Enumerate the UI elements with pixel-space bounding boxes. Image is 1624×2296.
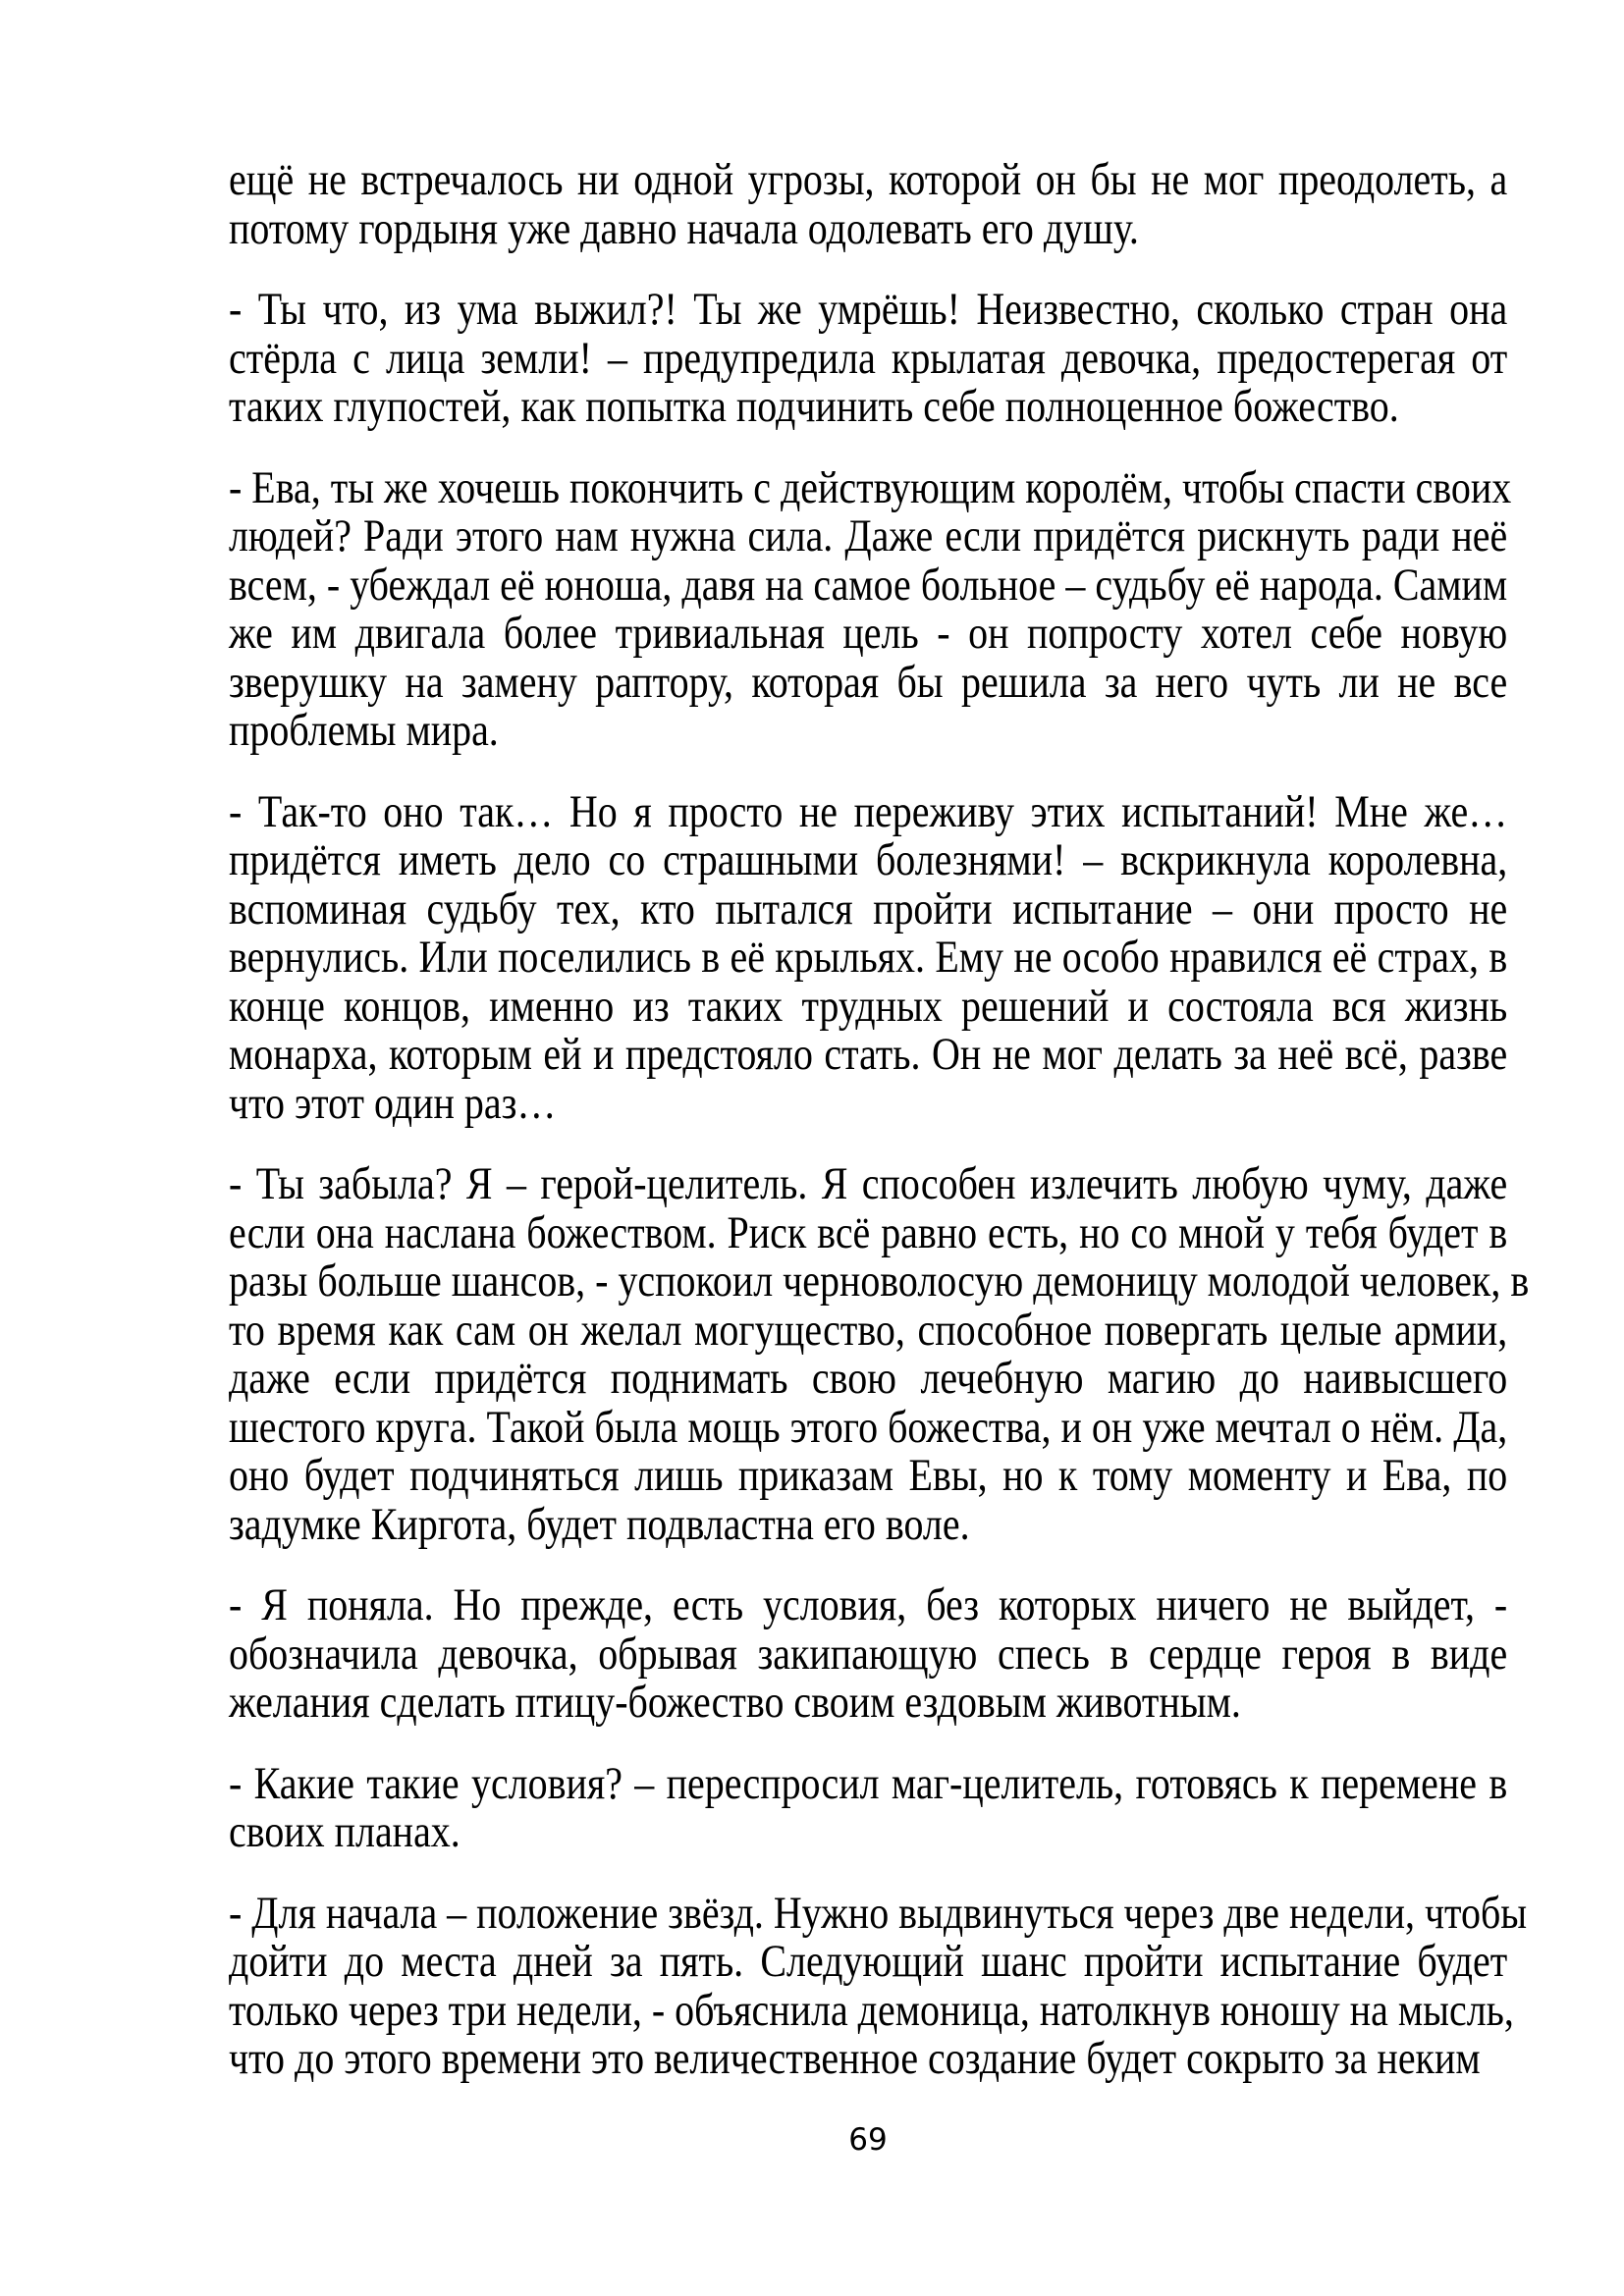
text-line: только через три недели, - объяснила демоница, натолкнув юношу на мысль, [229, 1984, 1514, 2036]
text-line: дойти до места дней за пять. Следующий шанс пройти испытание будет [229, 1936, 1508, 1987]
text-line: что до этого времени это величественное создание будет сокрыто за неким [229, 2033, 1481, 2084]
page-number: 69 [848, 2122, 888, 2158]
text-line: таких глупостей, как попытка подчинить себе полноценное божество. [229, 381, 1399, 432]
text-line: - Так-то оно так… Но я просто не переживу этих испытаний! Мне же… [229, 785, 1508, 837]
text-line: задумке Киргота, будет подвластна его воле. [229, 1498, 970, 1550]
text-line: шестого круга. Такой была мощь этого божества, и он уже мечтал о нём. Да, [229, 1401, 1508, 1453]
text-line: - Ты забыла? Я – герой-целитель. Я способен излечить любую чуму, даже [229, 1158, 1508, 1209]
text-line: людей? Ради этого нам нужна сила. Даже если придётся рискнуть ради неё [229, 510, 1508, 561]
text-line: - Какие такие условия? – переспросил маг-целитель, готовясь к перемене в [229, 1757, 1508, 1809]
text-line: зверушку на замену раптору, которая бы решила за него чуть ли не все [229, 656, 1508, 708]
text-line: разы больше шансов, - успокоил черноволосую демоницу молодой человек, в [229, 1255, 1530, 1307]
text-line: придётся иметь дело со страшными болезнями! – вскрикнула королевна, [229, 834, 1508, 885]
text-line: оно будет подчиняться лишь приказам Евы, но к тому моменту и Ева, по [229, 1450, 1508, 1501]
paragraph [229, 286, 1507, 432]
page-text-block [229, 154, 1530, 2116]
text-line: желания сделать птицу-божество своим ездовым животным. [229, 1677, 1241, 1728]
text-line: то время как сам он желал могущество, способное повергать целые армии, [229, 1304, 1508, 1356]
text-line: - Ева, ты же хочешь покончить с действующим королём, чтобы спасти своих [229, 461, 1512, 513]
text-line: же им двигала более тривиальная цель - он попросту хотел себе новую [229, 608, 1508, 659]
paragraph [229, 1757, 1508, 1857]
text-line: монарха, которым ей и предстояло стать. Он не мог делать за неё всё, разве [229, 1029, 1508, 1080]
text-line: проблемы мира. [229, 705, 499, 756]
paragraph [229, 1158, 1530, 1550]
text-line: вернулись. Или поселились в её крыльях. Ему не особо нравился её страх, в [229, 932, 1508, 983]
paragraph [229, 785, 1508, 1129]
text-line: - Для начала – положение звёзд. Нужно выдвинуться через две недели, чтобы [229, 1887, 1528, 1939]
text-line: ещё не встречалось ни одной угрозы, которой он бы не мог преодолеть, а [229, 154, 1508, 205]
text-line: своих планах. [229, 1806, 460, 1857]
text-line: даже если придётся поднимать свою лечебную магию до наивысшего [229, 1353, 1508, 1404]
text-line: конце концов, именно из таких трудных решений и состояла вся жизнь [229, 980, 1508, 1032]
text-line: потому гордыня уже давно начала одолевать его душу. [229, 202, 1139, 254]
text-line: обозначила девочка, обрывая закипающую спесь в сердце героя в виде [229, 1628, 1508, 1680]
paragraph [229, 1887, 1528, 2084]
text-line: если она наслана божеством. Риск всё равно есть, но со мной у тебя будет в [229, 1206, 1508, 1258]
text-line: - Ты что, из ума выжил?! Ты же умрёшь! Неизвестно, сколько стран она [229, 284, 1508, 335]
text-line: вспоминая судьбу тех, кто пытался пройти испытание – они просто не [229, 882, 1508, 934]
text-line: стёрла с лица земли! – предупредила крылатая девочка, предостерегая от [229, 332, 1508, 384]
paragraph [229, 461, 1512, 756]
paragraph [229, 156, 1507, 253]
text-line: - Я поняла. Но прежде, есть условия, без которых ничего не выйдет, - [229, 1579, 1508, 1630]
paragraph [229, 1581, 1507, 1728]
text-line: всем, - убеждал её юноша, давя на самое больное – судьбу её народа. Самим [229, 559, 1508, 611]
text-line: что этот один раз… [229, 1077, 557, 1129]
